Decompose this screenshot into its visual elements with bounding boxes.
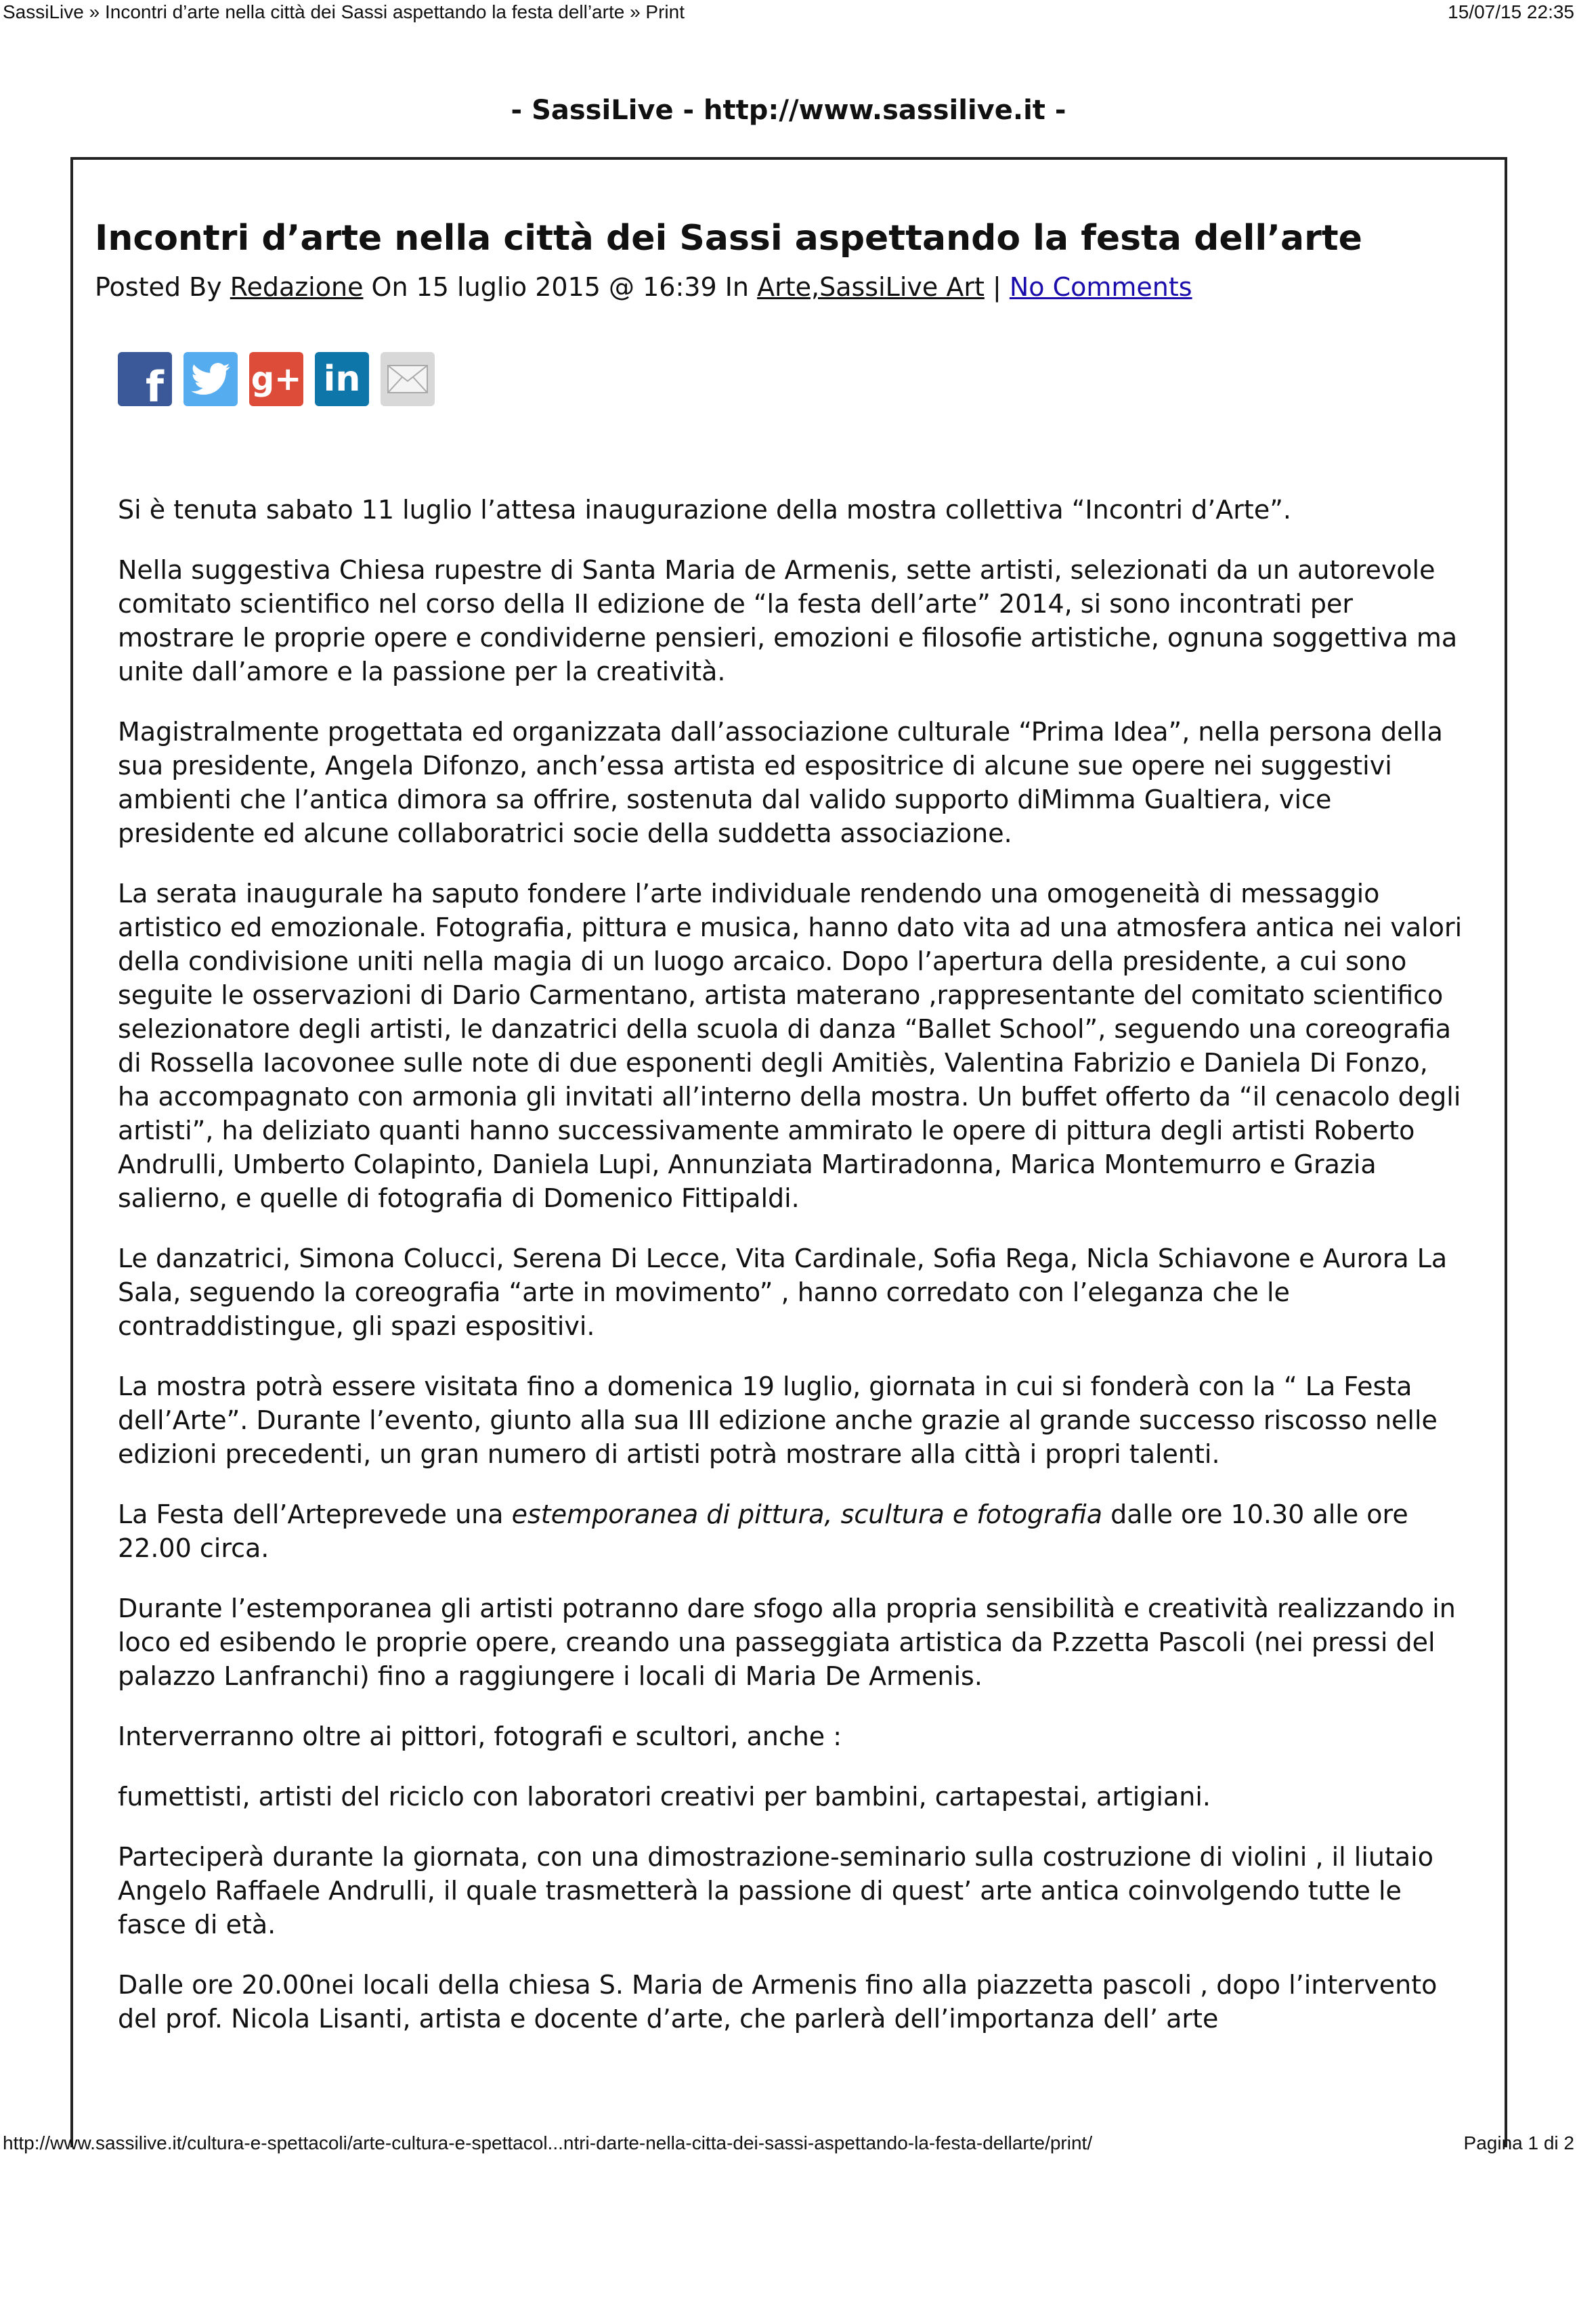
paragraph: Nella suggestiva Chiesa rupestre di Santa Maria de Armenis, sette artisti, selezionati da un autorevole comitato scientifico nel corso della II edizione de “la festa dell’arte” 2014, si sono incontrati per mostrare le proprie opere e condividerne pensieri, emozioni e filosofie artistiche, ognuna soggettiva ma unite dall’amore e la passione per la creatività.: [118, 555, 1458, 686]
facebook-icon[interactable]: [118, 352, 172, 406]
print-footer: [0, 2132, 1577, 2159]
google-plus-icon[interactable]: [249, 352, 303, 406]
paragraph: Interverranno oltre ai pittori, fotografi e scultori, anche :: [118, 1722, 842, 1751]
print-footer-page: Pagina 1 di 2: [1463, 2132, 1574, 2153]
author-link[interactable]: Redazione: [230, 272, 364, 302]
facebook-glyph: f: [146, 362, 164, 406]
date-text: On 15 luglio 2015 @ 16:39 In: [371, 272, 750, 302]
paragraph: Le danzatrici, Simona Colucci, Serena Di Lecce, Vita Cardinale, Sofia Rega, Nicla Schiavone e Aurora La Sala, seguendo la coreografia “arte in movimento” , hanno corredato con l’eleganza che le contraddistingue, gli spazi espositivi.: [118, 1244, 1448, 1341]
share-buttons: [118, 352, 435, 406]
linkedin-icon[interactable]: [315, 352, 369, 406]
festa-text-before: La Festa dell’Arteprevede una: [118, 1499, 512, 1529]
print-header-title: SassiLive » Incontri d’arte nella città dei Sassi aspettando la festa dell’arte » Print: [3, 1, 685, 22]
category-link[interactable]: Arte,SassiLive Art: [757, 272, 985, 302]
linkedin-glyph: in: [323, 359, 361, 399]
twitter-icon[interactable]: [183, 352, 238, 406]
posted-by-label: Posted By: [95, 272, 222, 302]
paragraph: Dalle ore 20.00nei locali della chiesa S. Maria de Armenis fino alla piazzetta pascoli , dopo l’intervento del prof. Nicola Lisanti, artista e docente d’arte, che parlerà dell’importanza dell’ arte: [118, 1970, 1438, 2034]
print-header-datetime: 15/07/15 22:35: [1448, 1, 1574, 22]
site-title: - SassiLive - http://www.sassilive.it -: [511, 95, 1066, 126]
comments-link[interactable]: No Comments: [1009, 272, 1192, 302]
paragraph-festa: [118, 1497, 1465, 1565]
envelope-icon: [387, 365, 428, 393]
article-body: [118, 493, 1465, 2062]
paragraph: La mostra potrà essere visitata fino a domenica 19 luglio, giornata in cui si fonderà con la “ La Festa dell’Arte”. Durante l’evento, giunto alla sua III edizione anche grazie al grande successo riscosso nelle edizioni precedenti, un gran numero di artisti potrà mostrare alla città i propri talenti.: [118, 1372, 1438, 1469]
email-icon[interactable]: [381, 352, 435, 406]
paragraph: Durante l’estemporanea gli artisti potranno dare sfogo alla propria sensibilità e creatività realizzando in loco ed esibendo le proprie opere, creando una passeggiata artistica da P.zzetta Pascoli (nei pressi del palazzo Lanfranchi) fino a raggiungere i locali di Maria De Armenis.: [118, 1594, 1456, 1691]
print-header: [0, 0, 1577, 27]
twitter-bird-icon: [191, 363, 230, 395]
google-plus-glyph: g+: [251, 360, 302, 398]
print-footer-url: http://www.sassilive.it/cultura-e-spettacoli/arte-cultura-e-spettacol...ntri-darte-nella-citta-dei-sassi-aspettando-la-festa-dellarte/print/: [3, 2132, 1093, 2153]
meta-separator: |: [992, 272, 1001, 302]
paragraph: Si è tenuta sabato 11 luglio l’attesa inaugurazione della mostra collettiva “Incontri d’Arte”.: [118, 495, 1291, 525]
paragraph: Parteciperà durante la giornata, con una dimostrazione-seminario sulla costruzione di violini , il liutaio Angelo Raffaele Andrulli, il quale trasmetterà la passione di quest’ arte antica coinvolgendo tutte le fasce di età.: [118, 1842, 1433, 1939]
festa-text-after: dalle ore 10.30 alle ore 22.00 circa.: [118, 1499, 1408, 1563]
article-meta: [95, 272, 1192, 302]
article-title: Incontri d’arte nella città dei Sassi aspettando la festa dell’arte: [95, 218, 1362, 259]
paragraph: Magistralmente progettata ed organizzata dall’associazione culturale “Prima Idea”, nella persona della sua presidente, Angela Difonzo, anch’essa artista ed espositrice di alcune sue opere nei suggestivi ambienti che l’antica dimora sa offrire, sostenuta dal valido supporto diMimma Gualtiera, vice presidente ed alcune collaboratrici socie della suddetta associazione.: [118, 717, 1443, 848]
paragraph: La serata inaugurale ha saputo fondere l’arte individuale rendendo una omogeneità di messaggio artistico ed emozionale. Fotografia, pittura e musica, hanno dato vita ad una atmosfera antica nei valori della condivisione uniti nella magia di un luogo arcaico. Dopo l’apertura della presidente, a cui sono seguite le osservazioni di Dario Carmentano, artista materano ,rappresentante del comitato scientifico selezionatore degli artisti, le danzatrici della scuola di danza “Ballet School”, seguendo una coreografia di Rossella Iacovonee sulle note di due esponenti degli Amitiès, Valentina Fabrizio e Daniela Di Fonzo, ha accompagnato con armonia gli invitati all’interno della mostra. Un buffet offerto da “il cenacolo degli artisti”, ha deliziato quanti hanno successivamente ammirato le opere di pittura degli artisti Roberto Andrulli, Umberto Colapinto, Daniela Lupi, Annunziata Martiradonna, Marica Montemurro e Grazia salierno, e quelle di fotografia di Domenico Fittipaldi.: [118, 879, 1463, 1213]
festa-text-italic: estemporanea di pittura, scultura e fotografia: [511, 1499, 1102, 1529]
paragraph: fumettisti, artisti del riciclo con laboratori creativi per bambini, cartapestai, artigiani.: [118, 1782, 1211, 1812]
